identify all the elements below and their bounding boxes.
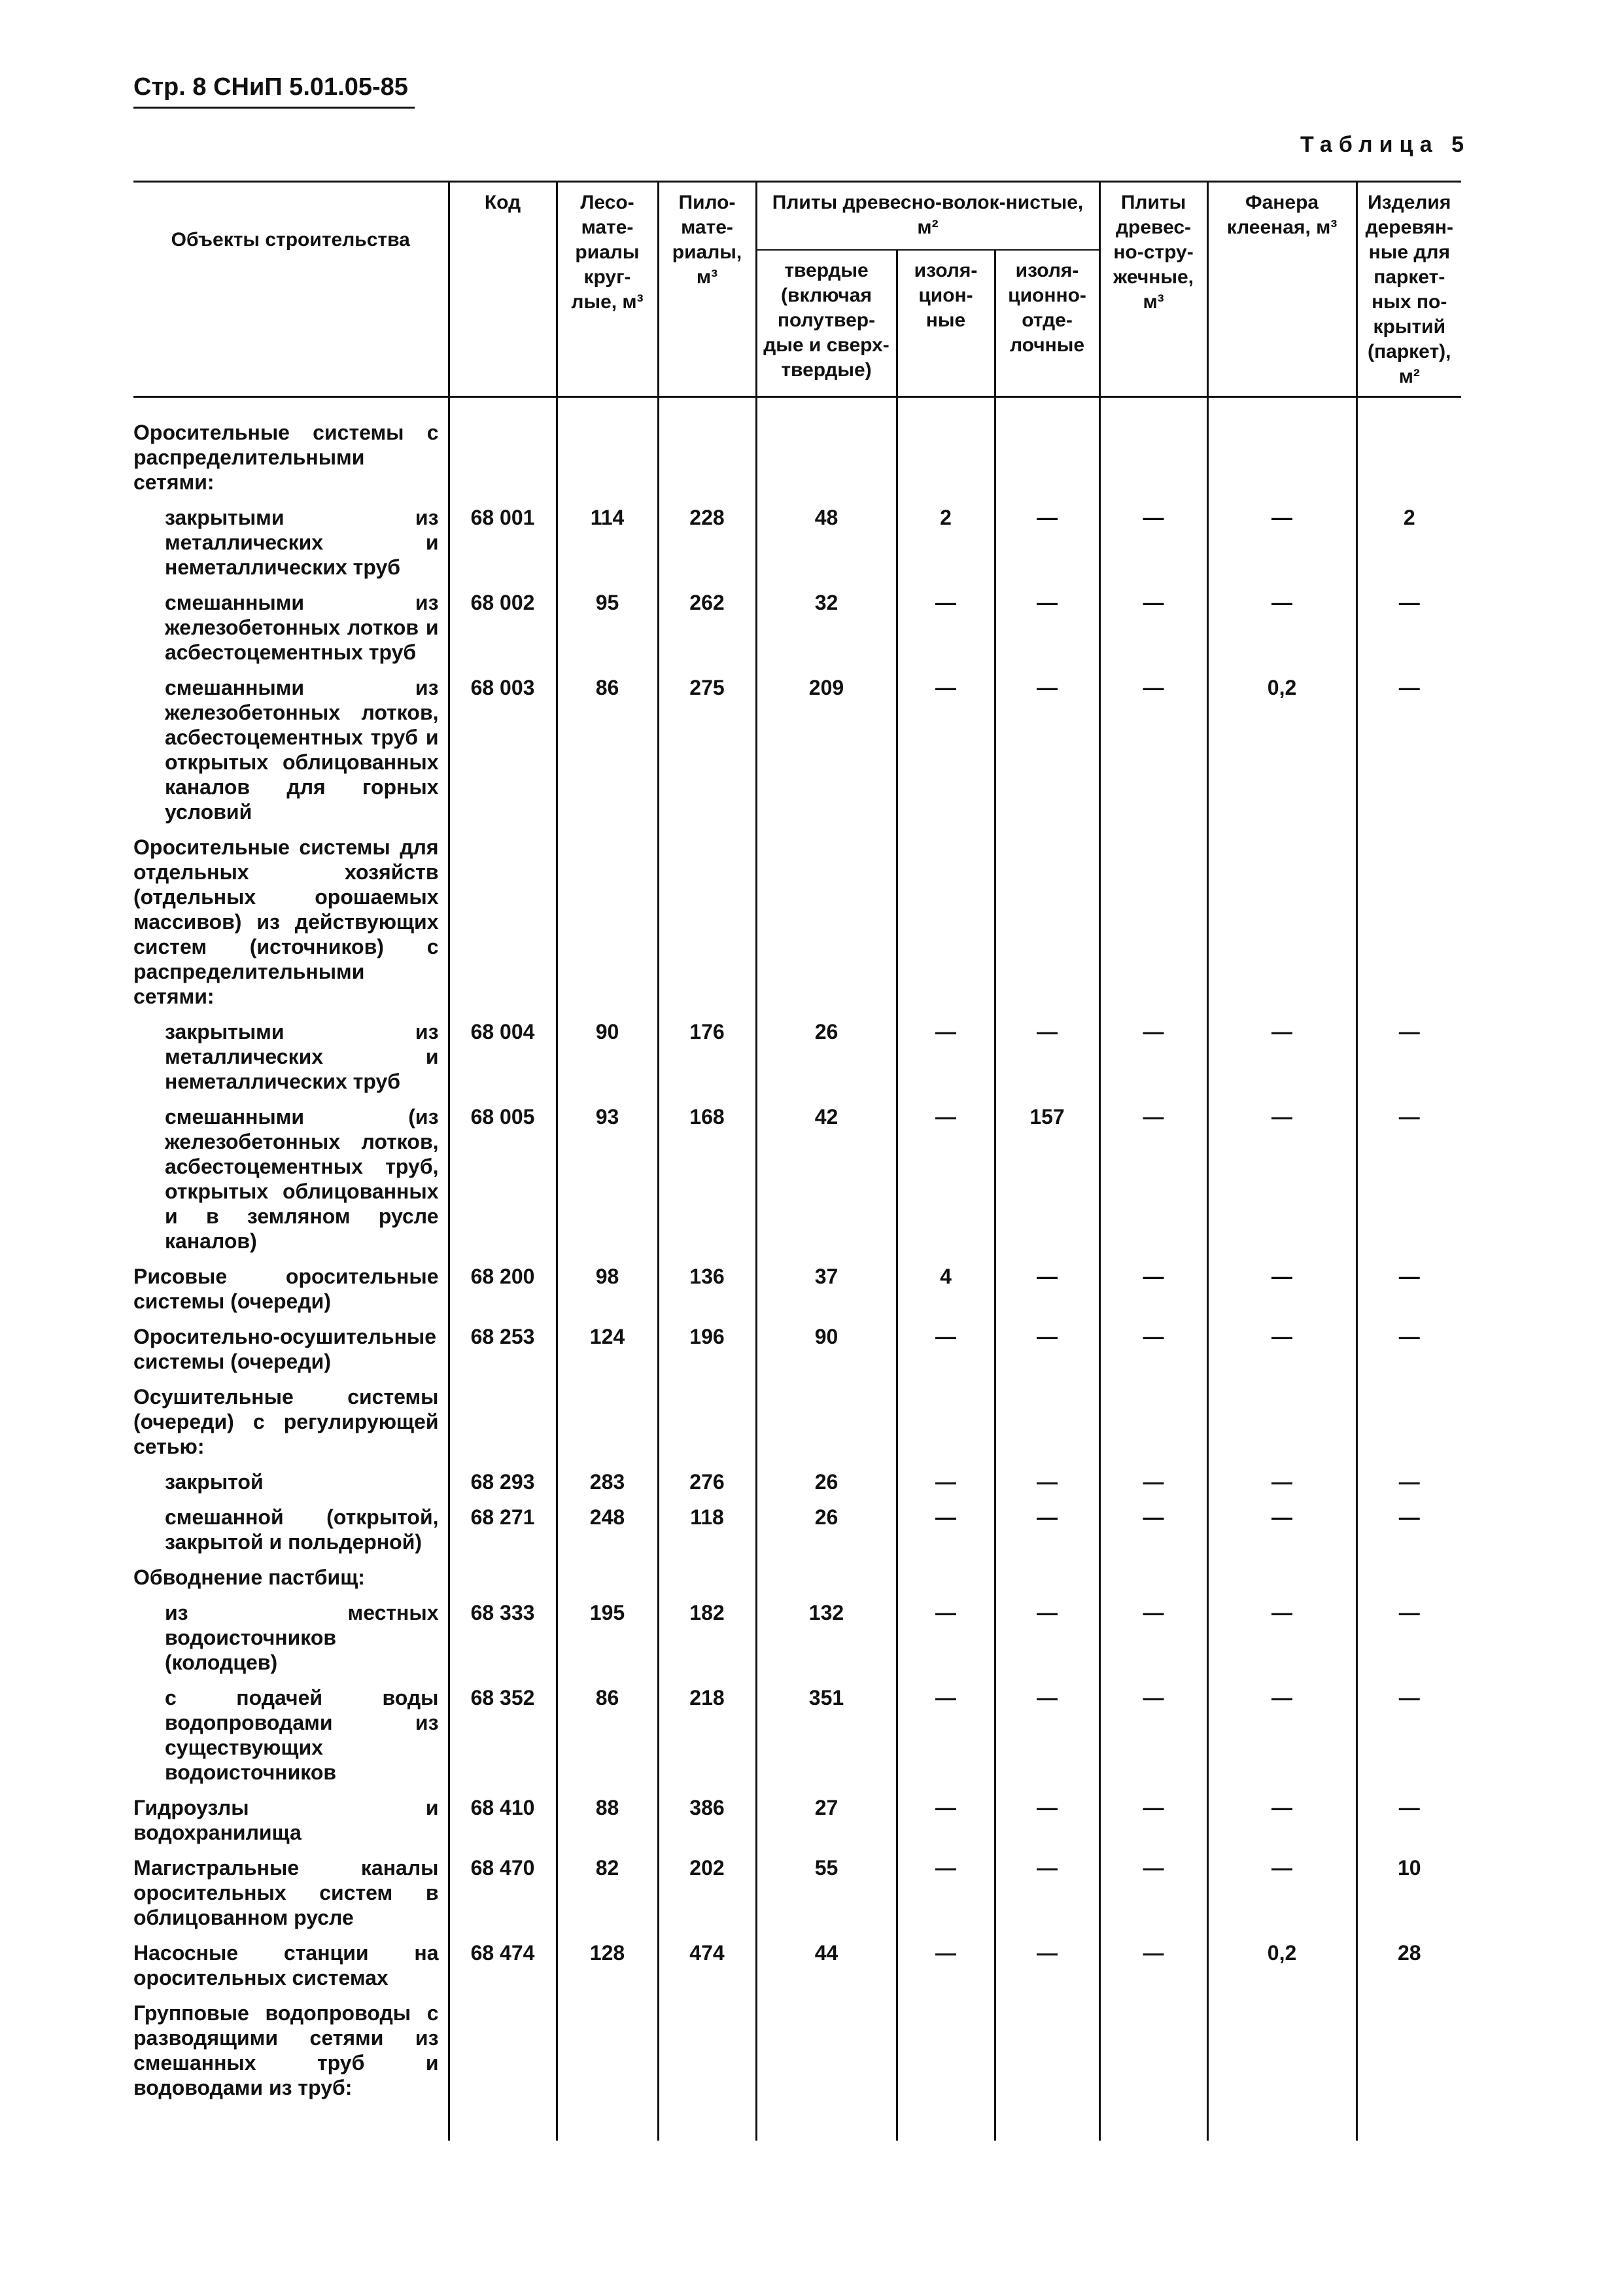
cell-particleboard: —: [1099, 1015, 1207, 1100]
cell-fiberboard-insulating-finishing: [995, 1380, 1099, 1465]
cell-sawn-timber: 118: [658, 1501, 756, 1561]
row-object-name: смешанными (из железобетонных лотков, асбестоцементных труб, открытых облицованных и в земляном русле каналов): [165, 1105, 439, 1253]
cell-particleboard: —: [1099, 1681, 1207, 1791]
row-object-name: закрытой: [165, 1470, 264, 1494]
cell-fiberboard-insulating-finishing: —: [995, 501, 1099, 586]
cell-plywood: 0,2: [1207, 1936, 1356, 1997]
cell-round-timber: 98: [557, 1260, 658, 1320]
cell-sawn-timber: 196: [658, 1320, 756, 1380]
table-row: [133, 586, 1461, 671]
cell-round-timber: 124: [557, 1320, 658, 1380]
header-plywood: Фанера клееная, м³: [1207, 182, 1356, 397]
page-header: Стр. 8 СНиП 5.01.05-85: [133, 73, 415, 109]
cell-parquet: [1356, 1997, 1461, 2107]
row-object-name: Групповые водопроводы с разводящими сетями из смешанных труб и водоводами из труб:: [133, 2001, 439, 2099]
table-row: [133, 1561, 1461, 1596]
cell-round-timber: 283: [557, 1465, 658, 1501]
cell-round-timber: [557, 831, 658, 1015]
cell-particleboard: —: [1099, 1465, 1207, 1501]
cell-round-timber: 95: [557, 586, 658, 671]
table-row: [133, 1997, 1461, 2107]
cell-parquet: —: [1356, 1791, 1461, 1851]
cell-fiberboard-hard: 27: [756, 1791, 897, 1851]
cell-particleboard: [1099, 1561, 1207, 1596]
cell-sawn-timber: [658, 397, 756, 502]
cell-round-timber: 114: [557, 501, 658, 586]
cell-parquet: —: [1356, 1501, 1461, 1561]
cell-fiberboard-hard: 42: [756, 1100, 897, 1260]
cell-fiberboard-insulating: 4: [897, 1260, 995, 1320]
cell-particleboard: —: [1099, 586, 1207, 671]
cell-parquet: —: [1356, 586, 1461, 671]
cell-fiberboard-hard: [756, 831, 897, 1015]
cell-round-timber: [557, 1380, 658, 1465]
cell-fiberboard-insulating-finishing: —: [995, 1851, 1099, 1936]
cell-fiberboard-insulating-finishing: —: [995, 1501, 1099, 1561]
cell-fiberboard-insulating-finishing: —: [995, 586, 1099, 671]
cell-fiberboard-hard: 351: [756, 1681, 897, 1791]
empty-cell: [658, 2107, 756, 2141]
cell-plywood: [1207, 1380, 1356, 1465]
empty-cell: [1207, 2107, 1356, 2141]
table-row: [133, 1380, 1461, 1465]
row-object-name: Обводнение пастбищ:: [133, 1566, 365, 1589]
cell-parquet: —: [1356, 1015, 1461, 1100]
cell-sawn-timber: [658, 831, 756, 1015]
row-code: 68 293: [449, 1465, 557, 1501]
table-body: [133, 397, 1461, 2141]
cell-plywood: —: [1207, 1260, 1356, 1320]
cell-round-timber: 86: [557, 671, 658, 831]
table-row: [133, 1596, 1461, 1681]
row-object-name: Оросительные системы для отдельных хозяйств (отдельных орошаемых массивов) из действующих систем (источников) с распределительными сетями:: [133, 835, 439, 1008]
cell-plywood: —: [1207, 1596, 1356, 1681]
cell-fiberboard-insulating-finishing: —: [995, 1681, 1099, 1791]
row-code: 68 410: [449, 1791, 557, 1851]
cell-parquet: —: [1356, 1320, 1461, 1380]
cell-sawn-timber: 168: [658, 1100, 756, 1260]
row-code: 68 352: [449, 1681, 557, 1791]
row-code: [449, 1561, 557, 1596]
cell-particleboard: —: [1099, 1100, 1207, 1260]
cell-parquet: 28: [1356, 1936, 1461, 1997]
cell-fiberboard-hard: [756, 1380, 897, 1465]
row-code: 68 005: [449, 1100, 557, 1260]
row-code: [449, 397, 557, 502]
row-code: 68 271: [449, 1501, 557, 1561]
cell-fiberboard-hard: 26: [756, 1501, 897, 1561]
cell-particleboard: —: [1099, 1501, 1207, 1561]
materials-table: [133, 181, 1461, 2141]
cell-particleboard: —: [1099, 1791, 1207, 1851]
table-row: [133, 671, 1461, 831]
row-code: 68 003: [449, 671, 557, 831]
empty-cell: [897, 2107, 995, 2141]
cell-parquet: —: [1356, 1100, 1461, 1260]
row-object-name: Осушительные системы (очереди) с регулирующей сетью:: [133, 1385, 439, 1458]
cell-particleboard: —: [1099, 501, 1207, 586]
row-code: 68 200: [449, 1260, 557, 1320]
cell-particleboard: —: [1099, 1851, 1207, 1936]
cell-fiberboard-hard: 132: [756, 1596, 897, 1681]
cell-fiberboard-insulating: —: [897, 1851, 995, 1936]
cell-round-timber: [557, 1561, 658, 1596]
cell-plywood: —: [1207, 1681, 1356, 1791]
header-fiberboard-insulating: изоля-цион-ные: [897, 250, 995, 396]
cell-parquet: [1356, 1561, 1461, 1596]
cell-plywood: —: [1207, 1465, 1356, 1501]
cell-sawn-timber: [658, 1380, 756, 1465]
cell-round-timber: 90: [557, 1015, 658, 1100]
cell-sawn-timber: 276: [658, 1465, 756, 1501]
cell-plywood: —: [1207, 1501, 1356, 1561]
cell-fiberboard-hard: [756, 397, 897, 502]
table-row: [133, 1936, 1461, 1997]
header-round-timber: Лесо-мате-риалы круг-лые, м³: [557, 182, 658, 397]
row-object-name: Гидроузлы и водохранилища: [133, 1796, 439, 1844]
table-row: [133, 1015, 1461, 1100]
row-code: 68 470: [449, 1851, 557, 1936]
cell-fiberboard-insulating-finishing: —: [995, 1260, 1099, 1320]
cell-plywood: 0,2: [1207, 671, 1356, 831]
cell-plywood: [1207, 1561, 1356, 1596]
cell-plywood: —: [1207, 1320, 1356, 1380]
cell-fiberboard-insulating-finishing: —: [995, 1015, 1099, 1100]
cell-parquet: —: [1356, 1465, 1461, 1501]
cell-plywood: —: [1207, 1851, 1356, 1936]
cell-fiberboard-hard: 26: [756, 1015, 897, 1100]
cell-parquet: [1356, 1380, 1461, 1465]
cell-round-timber: 82: [557, 1851, 658, 1936]
cell-fiberboard-insulating: —: [897, 1015, 995, 1100]
cell-parquet: [1356, 397, 1461, 502]
cell-fiberboard-hard: [756, 1561, 897, 1596]
cell-round-timber: 195: [557, 1596, 658, 1681]
table-row: [133, 397, 1461, 502]
row-code: 68 001: [449, 501, 557, 586]
cell-particleboard: —: [1099, 1596, 1207, 1681]
cell-round-timber: 88: [557, 1791, 658, 1851]
table-caption: Таблица 5: [1300, 132, 1471, 157]
empty-cell: [1099, 2107, 1207, 2141]
cell-particleboard: —: [1099, 671, 1207, 831]
cell-sawn-timber: 228: [658, 501, 756, 586]
header-fiberboard-hard: твердые (включая полутвер-дые и сверх-твердые): [756, 250, 897, 396]
cell-fiberboard-insulating: —: [897, 671, 995, 831]
empty-cell: [133, 2107, 449, 2141]
cell-fiberboard-hard: 90: [756, 1320, 897, 1380]
cell-sawn-timber: 262: [658, 586, 756, 671]
table-continuation: [133, 2107, 1461, 2141]
cell-fiberboard-insulating-finishing: —: [995, 1320, 1099, 1380]
empty-cell: [449, 2107, 557, 2141]
header-fiberboard-group: Плиты древесно-волок-нистые, м²: [756, 182, 1099, 251]
cell-parquet: [1356, 831, 1461, 1015]
row-code: [449, 831, 557, 1015]
cell-round-timber: [557, 397, 658, 502]
cell-sawn-timber: 176: [658, 1015, 756, 1100]
cell-fiberboard-insulating: —: [897, 1465, 995, 1501]
row-code: [449, 1380, 557, 1465]
cell-particleboard: [1099, 831, 1207, 1015]
row-code: 68 333: [449, 1596, 557, 1681]
row-code: [449, 1997, 557, 2107]
cell-plywood: [1207, 1997, 1356, 2107]
cell-fiberboard-insulating: 2: [897, 501, 995, 586]
table-row: [133, 1260, 1461, 1320]
empty-cell: [557, 2107, 658, 2141]
table-row: [133, 1100, 1461, 1260]
table-row: [133, 1501, 1461, 1561]
cell-particleboard: —: [1099, 1260, 1207, 1320]
row-code: 68 474: [449, 1936, 557, 1997]
cell-round-timber: 86: [557, 1681, 658, 1791]
cell-fiberboard-insulating: [897, 1997, 995, 2107]
cell-fiberboard-insulating-finishing: [995, 1997, 1099, 2107]
table-row: [133, 1465, 1461, 1501]
table-row: [133, 1681, 1461, 1791]
cell-particleboard: —: [1099, 1320, 1207, 1380]
row-object-name: закрытыми из металлических и неметаллических труб: [165, 1020, 439, 1093]
cell-fiberboard-insulating-finishing: [995, 397, 1099, 502]
row-object-name: смешанными из железобетонных лотков, асбестоцементных труб и открытых облицованных каналов для горных условий: [165, 676, 439, 824]
cell-sawn-timber: 474: [658, 1936, 756, 1997]
cell-plywood: —: [1207, 1100, 1356, 1260]
cell-sawn-timber: 218: [658, 1681, 756, 1791]
cell-particleboard: [1099, 1380, 1207, 1465]
row-object-name: Насосные станции на оросительных системах: [133, 1941, 439, 1989]
cell-fiberboard-insulating-finishing: —: [995, 671, 1099, 831]
cell-fiberboard-insulating-finishing: [995, 1561, 1099, 1596]
cell-fiberboard-insulating: —: [897, 1936, 995, 1997]
cell-parquet: —: [1356, 671, 1461, 831]
cell-sawn-timber: [658, 1997, 756, 2107]
cell-fiberboard-insulating: [897, 1380, 995, 1465]
cell-fiberboard-hard: [756, 1997, 897, 2107]
cell-round-timber: 128: [557, 1936, 658, 1997]
header-objects: Объекты строительства: [133, 182, 449, 397]
row-object-name: Магистральные каналы оросительных систем в облицованном русле: [133, 1856, 439, 1929]
table-row: [133, 501, 1461, 586]
table-row: [133, 831, 1461, 1015]
row-object-name: смешанными из железобетонных лотков и асбестоцементных труб: [165, 591, 439, 664]
cell-sawn-timber: 202: [658, 1851, 756, 1936]
table-row: [133, 1791, 1461, 1851]
cell-fiberboard-insulating: —: [897, 1681, 995, 1791]
cell-parquet: 10: [1356, 1851, 1461, 1936]
row-object-name: из местных водоисточников (колодцев): [165, 1601, 439, 1674]
cell-fiberboard-insulating: —: [897, 1501, 995, 1561]
cell-parquet: —: [1356, 1596, 1461, 1681]
cell-plywood: —: [1207, 586, 1356, 671]
row-code: 68 004: [449, 1015, 557, 1100]
table-row: [133, 1320, 1461, 1380]
cell-sawn-timber: 275: [658, 671, 756, 831]
cell-sawn-timber: 182: [658, 1596, 756, 1681]
cell-fiberboard-hard: 32: [756, 586, 897, 671]
cell-fiberboard-insulating: [897, 397, 995, 502]
cell-parquet: —: [1356, 1260, 1461, 1320]
cell-particleboard: [1099, 1997, 1207, 2107]
header-particleboard: Плиты древес-но-стру-жечные, м³: [1099, 182, 1207, 397]
row-object-name: с подачей воды водопроводами из существующих водоисточников: [165, 1686, 439, 1784]
cell-fiberboard-insulating-finishing: —: [995, 1465, 1099, 1501]
cell-fiberboard-insulating-finishing: [995, 831, 1099, 1015]
cell-fiberboard-hard: 37: [756, 1260, 897, 1320]
cell-fiberboard-insulating-finishing: —: [995, 1791, 1099, 1851]
cell-fiberboard-insulating: [897, 831, 995, 1015]
cell-plywood: [1207, 397, 1356, 502]
cell-fiberboard-insulating: —: [897, 1596, 995, 1681]
cell-fiberboard-hard: 48: [756, 501, 897, 586]
cell-fiberboard-insulating: —: [897, 1791, 995, 1851]
cell-fiberboard-insulating: —: [897, 586, 995, 671]
cell-parquet: 2: [1356, 501, 1461, 586]
cell-fiberboard-insulating: —: [897, 1320, 995, 1380]
empty-cell: [995, 2107, 1099, 2141]
empty-cell: [1356, 2107, 1461, 2141]
row-object-name: Оросительные системы с распределительными сетями:: [133, 421, 439, 494]
cell-plywood: —: [1207, 1015, 1356, 1100]
cell-fiberboard-insulating: —: [897, 1100, 995, 1260]
cell-particleboard: —: [1099, 1936, 1207, 1997]
cell-sawn-timber: [658, 1561, 756, 1596]
table-row: [133, 1851, 1461, 1936]
cell-plywood: —: [1207, 501, 1356, 586]
cell-fiberboard-hard: 26: [756, 1465, 897, 1501]
cell-fiberboard-insulating-finishing: 157: [995, 1100, 1099, 1260]
header-sawn-timber: Пило-мате-риалы, м³: [658, 182, 756, 397]
empty-cell: [756, 2107, 897, 2141]
cell-round-timber: 248: [557, 1501, 658, 1561]
row-code: 68 002: [449, 586, 557, 671]
row-object-name: смешанной (открытой, закрытой и польдерной): [165, 1505, 439, 1554]
cell-fiberboard-insulating-finishing: —: [995, 1936, 1099, 1997]
row-object-name: Оросительно-осушительные системы (очереди): [133, 1325, 437, 1373]
cell-fiberboard-insulating-finishing: —: [995, 1596, 1099, 1681]
table-container: [133, 181, 1461, 2141]
header-fiberboard-insulating-finishing: изоля-ционно-отде-лочные: [995, 250, 1099, 396]
cell-fiberboard-hard: 209: [756, 671, 897, 831]
cell-round-timber: [557, 1997, 658, 2107]
cell-plywood: —: [1207, 1791, 1356, 1851]
cell-plywood: [1207, 831, 1356, 1015]
cell-sawn-timber: 136: [658, 1260, 756, 1320]
cell-particleboard: [1099, 397, 1207, 502]
cell-fiberboard-hard: 44: [756, 1936, 897, 1997]
cell-parquet: —: [1356, 1681, 1461, 1791]
header-parquet: Изделия деревян-ные для паркет-ных по-крытий (паркет), м²: [1356, 182, 1461, 397]
header-code: Код: [449, 182, 557, 397]
cell-fiberboard-insulating: [897, 1561, 995, 1596]
cell-round-timber: 93: [557, 1100, 658, 1260]
cell-sawn-timber: 386: [658, 1791, 756, 1851]
row-object-name: закрытыми из металлических и неметаллических труб: [165, 506, 439, 579]
row-code: 68 253: [449, 1320, 557, 1380]
cell-fiberboard-hard: 55: [756, 1851, 897, 1936]
row-object-name: Рисовые оросительные системы (очереди): [133, 1265, 439, 1313]
